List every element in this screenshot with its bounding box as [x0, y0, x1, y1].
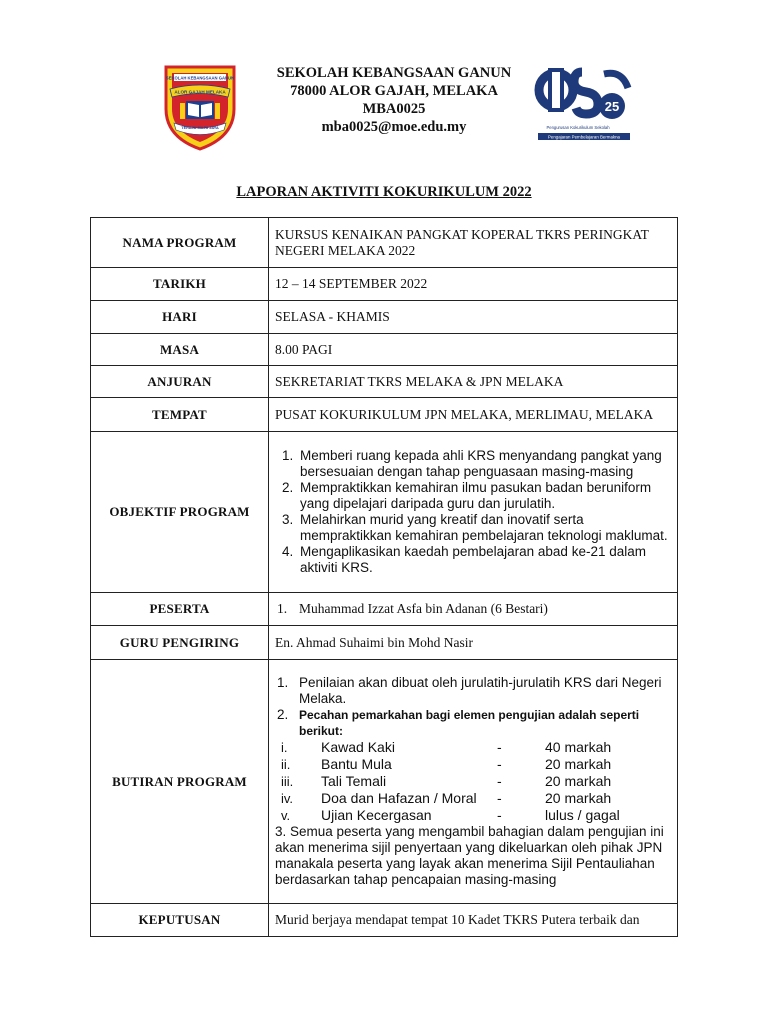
table-row	[91, 660, 678, 904]
school-info	[250, 64, 538, 136]
crest-top-text: SEKOLAH KEBANGSAAN GANUN	[165, 75, 235, 81]
letterhead	[0, 0, 768, 170]
mark-row	[275, 773, 671, 790]
mark-score: 20 markah	[545, 773, 612, 789]
mark-number: ii.	[281, 757, 291, 772]
table-row	[91, 301, 678, 334]
school-crest-logo	[162, 63, 238, 151]
mark-dash: -	[497, 739, 502, 755]
details-item-2: Pecahan pemarkahan bagi elemen pengujian adalah seperti berikut:	[299, 708, 640, 738]
row-label: KEPUTUSAN	[91, 904, 269, 937]
row-label: MASA	[91, 334, 269, 366]
mark-score: 20 markah	[545, 756, 612, 772]
mark-element: Tali Temali	[321, 773, 387, 789]
mark-element: Ujian Kecergasan	[321, 807, 432, 823]
agency-logo-subcaption: Pengajaran Pembelajaran Bermakna	[547, 134, 621, 140]
day-value: SELASA - KHAMIS	[269, 301, 678, 334]
crest-ribbon-text: ALOR GAJAH MELAKA	[174, 89, 226, 95]
mark-row	[275, 790, 671, 807]
row-label: BUTIRAN PROGRAM	[91, 660, 269, 904]
report-table	[90, 217, 678, 937]
school-address: 78000 ALOR GAJAH, MELAKA	[290, 83, 498, 99]
table-row	[91, 398, 678, 432]
mark-dash: -	[497, 790, 502, 806]
school-name: SEKOLAH KEBANGSAAN GANUN	[276, 65, 512, 81]
mark-row	[275, 739, 671, 756]
mark-dash: -	[497, 807, 502, 823]
school-code: MBA0025	[362, 101, 426, 117]
agency-logo-caption: Pengurusan Kokurikulum Sekolah	[546, 125, 610, 130]
list-item: 1. Memberi ruang kepada ahli KRS menyandang pangkat yang bersesuaian dengan tahap penguasaan masing-masing	[297, 448, 671, 480]
program-details-cell	[269, 660, 678, 904]
report-title: LAPORAN AKTIVITI KOKURIKULUM 2022	[236, 184, 532, 200]
venue-value: PUSAT KOKURIKULUM JPN MELAKA, MERLIMAU, MELAKA	[269, 398, 678, 432]
row-label: PESERTA	[91, 593, 269, 626]
objectives-list	[275, 448, 671, 576]
row-label: NAMA PROGRAM	[91, 218, 269, 268]
mark-dash: -	[497, 773, 502, 789]
participant-cell	[269, 593, 678, 626]
table-row	[91, 268, 678, 301]
list-item: 3. Melahirkan murid yang kreatif dan inovatif serta mempraktikkan kemahiran pembelajaran teknologi maklumat.	[297, 512, 671, 544]
participant-number: 1.	[277, 601, 288, 616]
mark-element: Kawad Kaki	[321, 739, 395, 755]
crest-motto-text: TERAJU MAJU JAYA	[181, 126, 219, 130]
row-label: TEMPAT	[91, 398, 269, 432]
table-row	[91, 904, 678, 937]
table-row	[91, 432, 678, 593]
row-label: TARIKH	[91, 268, 269, 301]
mark-row	[275, 756, 671, 773]
row-label: HARI	[91, 301, 269, 334]
item-number: 2.	[277, 707, 289, 722]
program-name-value: KURSUS KENAIKAN PANGKAT KOPERAL TKRS PERINGKAT NEGERI MELAKA 2022	[269, 218, 678, 268]
result-value: Murid berjaya mendapat tempat 10 Kadet TKRS Putera terbaik dan	[269, 904, 678, 937]
date-value: 12 – 14 SEPTEMBER 2022	[269, 268, 678, 301]
teacher-value: En. Ahmad Suhaimi bin Mohd Nasir	[269, 626, 678, 660]
participant-value: Muhammad Izzat Asfa bin Adanan (6 Bestari)	[299, 601, 548, 616]
table-row	[91, 593, 678, 626]
details-item-3: 3. Semua peserta yang mengambil bahagian dalam pengujian ini akan menerima sijil penyertaan yang dikeluarkan oleh pihak JPN manakala peserta yang layak akan menerima Sijil Pentauliahan berdasarkan tahap pencapaian masing-masing	[275, 824, 664, 887]
mark-dash: -	[497, 756, 502, 772]
list-item: 4. Mengaplikasikan kaedah pembelajaran abad ke-21 dalam aktiviti KRS.	[297, 544, 671, 576]
time-value: 8.00 PAGI	[269, 334, 678, 366]
row-label: ANJURAN	[91, 366, 269, 398]
mark-score: 20 markah	[545, 790, 612, 806]
list-item	[275, 707, 671, 739]
details-item-1: Penilaian akan dibuat oleh jurulatih-jurulatih KRS dari Negeri Melaka.	[299, 675, 662, 706]
mark-element: Doa dan Hafazan / Moral	[321, 790, 477, 806]
table-row	[91, 334, 678, 366]
organizer-value: SEKRETARIAT TKRS MELAKA & JPN MELAKA	[269, 366, 678, 398]
row-label: OBJEKTIF PROGRAM	[91, 432, 269, 593]
objectives-cell	[269, 432, 678, 593]
mark-element: Bantu Mula	[321, 756, 392, 772]
item-number: 1.	[277, 675, 289, 690]
mark-row	[275, 807, 671, 824]
mark-number: iii.	[281, 774, 294, 789]
mark-score: lulus / gagal	[545, 807, 620, 823]
mark-number: iv.	[281, 791, 294, 806]
table-row	[91, 218, 678, 268]
mark-score: 40 markah	[545, 739, 612, 755]
agency-logo-number: 25	[604, 99, 620, 114]
list-item	[275, 675, 671, 707]
mark-number: v.	[281, 808, 291, 823]
table-row	[91, 626, 678, 660]
school-email: mba0025@moe.edu.my	[321, 119, 467, 135]
list-item: 2. Mempraktikkan kemahiran ilmu pasukan badan beruniform yang dipelajari daripada guru dan jurulatih.	[297, 480, 671, 512]
row-label: GURU PENGIRING	[91, 626, 269, 660]
mark-number: i.	[281, 740, 288, 755]
agency-anniversary-logo	[534, 62, 634, 144]
table-row	[91, 366, 678, 398]
